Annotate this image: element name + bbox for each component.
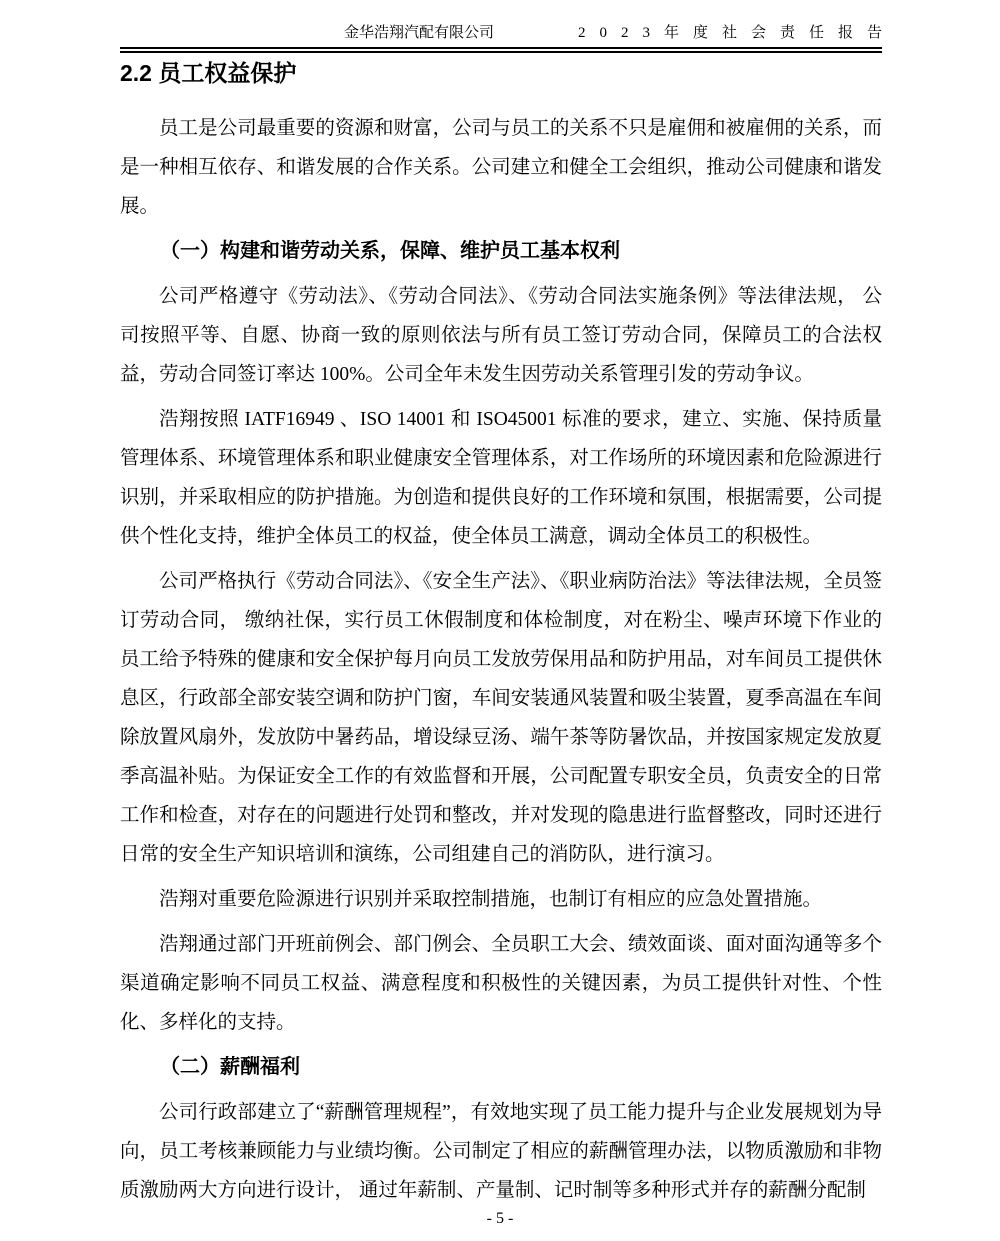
subsection-heading-2: （二）薪酬福利 <box>160 1056 300 1078</box>
body-paragraph-compensation: 公司行政部建立了“薪酬管理规程”，有效地实现了员工能力提升与企业发展规划为导向，员工考核兼顾能力与业绩均衡。公司制定了相应的薪酬管理办法，以物质激励和非物质激励两大方向进行设计， 通过年薪制、产量制、记时制等多种形式并存的薪酬分配制 <box>120 1102 882 1201</box>
header-divider-line <box>120 47 882 53</box>
header-company-name: 金华浩翔汽配有限公司 <box>344 25 495 41</box>
body-paragraph-intro: 员工是公司最重要的资源和财富，公司与员工的关系不只是雇佣和被雇佣的关系，而是一种相互依存、和谐发展的合作关系。公司建立和健全工会组织，推动公司健康和谐发展。 <box>120 118 882 217</box>
subsection-heading-1: （一）构建和谐劳动关系，保障、维护员工基本权利 <box>160 240 620 262</box>
page-number: - 5 - <box>486 1210 514 1227</box>
body-paragraph-communication-channels: 浩翔通过部门开班前例会、部门例会、全员职工大会、绩效面谈、面对面沟通等多个渠道确定影响不同员工权益、满意程度和积极性的关键因素，为员工提供针对性、个性化、多样化的支持。 <box>120 934 882 1033</box>
body-paragraph-iso-standards: 浩翔按照 IATF16949 、ISO 14001 和 ISO45001 标准的要求，建立、实施、保持质量管理体系、环境管理体系和职业健康安全管理体系，对工作场所的环境因素和危险源进行识别，并采取相应的防护措施。为创造和提供良好的工作环境和氛围，根据需要，公司提供个性化支持，维护全体员工的权益，使全体员工满意，调动全体员工的积极性。 <box>120 409 882 547</box>
section-title: 2.2 员工权益保护 <box>120 60 297 86</box>
page-header <box>120 20 896 44</box>
body-paragraph-safety-welfare: 公司严格执行《劳动合同法》、《安全生产法》、《职业病防治法》等法律法规，全员签订劳动合同， 缴纳社保，实行员工休假制度和体检制度，对在粉尘、噪声环境下作业的员工给予特殊的健康和安全保护每月向员工发放劳保用品和防护用品，对车间员工提供休息区，行政部全部安装空调和防护门窗，车间安装通风装置和吸尘装置，夏季高温在车间除放置风扇外，发放防中暑药品，增设绿豆汤、端午茶等防暑饮品，并按国家规定发放夏季高温补贴。为保证安全工作的有效监督和开展，公司配置专职安全员，负责安全的日常工作和检查，对存在的问题进行处罚和整改，并对发现的隐患进行监督整改，同时还进行日常的安全生产知识培训和演练，公司组建自己的消防队，进行演习。 <box>120 571 882 865</box>
body-paragraph-hazard-control: 浩翔对重要危险源进行识别并采取控制措施，也制订有相应的应急处置措施。 <box>159 889 823 910</box>
body-paragraph-labor-law: 公司严格遵守《劳动法》、《劳动合同法》、《劳动合同法实施条例》等法律法规， 公司按照平等、自愿、协商一致的原则依法与所有员工签订劳动合同，保障员工的合法权益，劳动合同签订率达 100%。公司全年未发生因劳动关系管理引发的劳动争议。 <box>120 286 882 385</box>
header-report-title: 2023年度社会责任报告 <box>577 25 896 41</box>
